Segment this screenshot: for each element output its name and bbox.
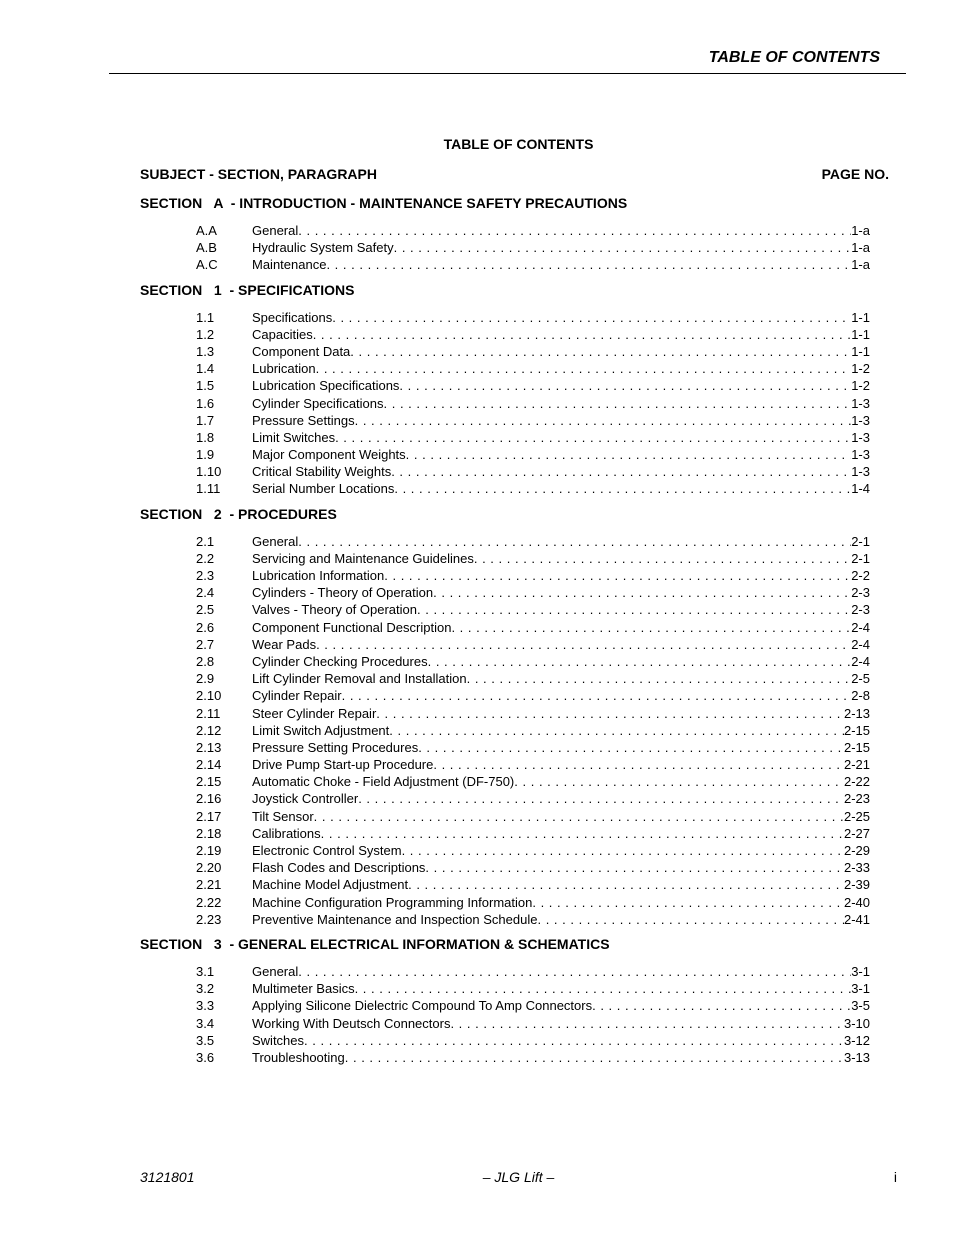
dot-leader (316, 360, 852, 377)
toc-entry-number: 1.11 (196, 481, 221, 497)
toc-entry-list (140, 222, 870, 274)
dot-leader (408, 876, 844, 893)
toc-entry-page: 2-27 (843, 825, 870, 841)
dot-leader (304, 1032, 844, 1049)
dot-leader (425, 859, 844, 876)
toc-entry[interactable] (140, 705, 870, 722)
dot-leader (417, 601, 851, 618)
dot-leader (313, 326, 852, 343)
dot-leader (467, 670, 852, 687)
toc-entry-page: 1-1 (851, 343, 870, 359)
toc-entry-title: Multimeter Basics (252, 981, 355, 997)
running-header-title: TABLE OF CONTENTS (708, 49, 880, 66)
toc-entry-title: Electronic Control System (252, 843, 402, 858)
toc-entry-title: Serial Number Locations (252, 481, 395, 497)
toc-entry-page: 2-25 (843, 808, 870, 824)
document-title: TABLE OF CONTENTS (443, 136, 594, 152)
dot-leader (335, 429, 851, 446)
toc-entry[interactable] (140, 756, 870, 773)
toc-entry-number: 3.5 (196, 1032, 215, 1048)
toc-entry-title: Component Data (252, 343, 351, 359)
toc-entry-page: 1-3 (851, 429, 870, 445)
toc-entry[interactable] (140, 395, 870, 412)
header-rule (109, 73, 906, 74)
toc-entry-number: 3.3 (196, 998, 215, 1014)
dot-leader (332, 309, 851, 326)
toc-entry[interactable] (140, 601, 870, 618)
toc-entry-number: A.B (196, 240, 217, 256)
toc-entry-page: 2-8 (851, 688, 870, 704)
toc-entry-title: Maintenance (252, 257, 327, 273)
toc-entry[interactable] (140, 980, 870, 997)
toc-entry-title: Lubrication Information (252, 568, 385, 583)
toc-entry-title: Tilt Sensor (252, 808, 314, 824)
dot-leader (394, 239, 852, 256)
dot-leader (474, 550, 851, 567)
dot-leader (358, 790, 844, 807)
toc-entry[interactable] (140, 480, 870, 497)
toc-entry-title: Wear Pads (252, 636, 317, 652)
toc-entry-title: Lubrication (252, 361, 316, 377)
toc-entry-number: 1.4 (196, 361, 215, 377)
toc-entry-title: Servicing and Maintenance Guidelines (252, 550, 474, 566)
toc-entry-page: 2-15 (843, 739, 870, 755)
toc-entry[interactable] (140, 550, 870, 567)
toc-entry-number: 1.8 (196, 429, 215, 445)
toc-entry[interactable] (140, 239, 870, 256)
toc-entry-number: 2.9 (196, 671, 215, 687)
toc-entry-page: 2-4 (851, 636, 870, 652)
toc-entry[interactable] (140, 808, 870, 825)
toc-entry-number: 2.6 (196, 619, 215, 635)
toc-entry-number: 3.6 (196, 1049, 215, 1065)
toc-entry[interactable] (140, 670, 870, 687)
toc-entry-page: 2-21 (843, 757, 870, 773)
toc-entry-number: 2.2 (196, 550, 215, 566)
toc-entry-page: 3-12 (843, 1032, 870, 1048)
toc-entry-page: 2-33 (843, 860, 870, 876)
section-heading: SECTION A - INTRODUCTION - MAINTENANCE SAFETY PRECAUTIONS (140, 195, 628, 211)
toc-entry-title: Specifications (252, 309, 333, 325)
toc-entry-page: 2-40 (843, 894, 870, 910)
toc-entry-title: Limit Switches (252, 429, 336, 445)
dot-leader (316, 636, 851, 653)
toc-entry-page: 1-3 (851, 395, 870, 411)
toc-entry-title: Critical Stability Weights (252, 464, 392, 480)
section-heading: SECTION 1 - SPECIFICATIONS (140, 281, 355, 298)
dot-leader (345, 1049, 844, 1066)
toc-entry-page: 2-13 (843, 705, 870, 721)
toc-entry-title: Cylinder Repair (252, 688, 342, 704)
page-number: i (893, 1169, 897, 1185)
toc-entry-number: 2.17 (196, 808, 222, 824)
toc-entry[interactable] (140, 722, 870, 739)
dot-leader (402, 842, 844, 859)
toc-entry-title: Automatic Choke - Field Adjustment (DF-750) (252, 774, 515, 790)
dot-leader (355, 412, 852, 429)
toc-entry[interactable] (140, 636, 870, 653)
toc-entry-page: 2-22 (843, 774, 870, 790)
toc-entry-page: 3-1 (851, 963, 870, 979)
toc-sections (140, 195, 870, 1074)
toc-entry[interactable] (140, 963, 870, 980)
dot-leader (314, 808, 844, 825)
dot-leader (592, 997, 851, 1014)
dot-leader (450, 1015, 844, 1032)
toc-entry[interactable] (140, 619, 870, 636)
toc-entry[interactable] (140, 256, 870, 273)
dot-leader (298, 533, 851, 550)
dot-leader (394, 480, 851, 497)
toc-entry[interactable] (140, 1032, 870, 1049)
toc-entry-title: Lift Cylinder Removal and Installation (252, 671, 467, 687)
subject-column-heading: SUBJECT - SECTION, PARAGRAPH (140, 166, 377, 182)
toc-entry[interactable] (140, 446, 870, 463)
toc-entry[interactable] (140, 412, 870, 429)
toc-entry[interactable] (140, 687, 870, 704)
toc-entry-title: Pressure Settings (252, 412, 355, 428)
toc-entry-number: 2.4 (196, 585, 215, 601)
toc-entry-number: 2.5 (196, 602, 215, 618)
toc-entry[interactable] (140, 653, 870, 670)
toc-entry[interactable] (140, 859, 870, 876)
dot-leader (376, 705, 844, 722)
toc-entry-number: 2.19 (196, 843, 222, 858)
document-number: 3121801 (140, 1169, 195, 1185)
toc-entry-page: 2-23 (843, 791, 870, 807)
toc-entry-page: 2-15 (843, 722, 870, 738)
toc-entry-number: 2.10 (196, 688, 222, 704)
toc-entry[interactable] (140, 825, 870, 842)
toc-entry-page: 1-4 (851, 481, 870, 497)
toc-entry-page: 1-3 (851, 447, 870, 463)
toc-entry[interactable] (140, 533, 870, 550)
toc-entry-number: A.C (196, 257, 218, 273)
dot-leader (355, 980, 852, 997)
toc-entry-title: Cylinder Specifications (252, 395, 384, 411)
toc-entry-title: Lubrication Specifications (252, 378, 400, 394)
toc-entry-number: 1.2 (196, 326, 215, 342)
toc-entry[interactable] (140, 894, 870, 911)
toc-entry-number: 2.12 (196, 722, 222, 738)
toc-entry-title: Working With Deutsch Connectors (252, 1015, 451, 1031)
toc-entry-title: General (252, 963, 299, 979)
dot-leader (391, 463, 851, 480)
toc-entry[interactable] (140, 997, 870, 1014)
toc-entry-title: General (252, 223, 299, 238)
toc-entry-page: 1-a (851, 240, 870, 256)
dot-leader (326, 256, 851, 273)
toc-entry[interactable] (140, 377, 870, 394)
toc-entry-list (140, 533, 870, 928)
dot-leader (384, 567, 851, 584)
toc-entry-title: Valves - Theory of Operation (252, 602, 417, 618)
toc-entry-number: 2.22 (196, 894, 222, 910)
toc-entry[interactable] (140, 326, 870, 343)
dot-leader (384, 395, 852, 412)
toc-entry-list (140, 309, 870, 498)
dot-leader (532, 894, 844, 911)
dot-leader (433, 584, 851, 601)
toc-entry-number: 2.13 (196, 739, 222, 755)
dot-leader (342, 687, 852, 704)
toc-entry-page: 2-4 (851, 653, 870, 669)
toc-entry[interactable] (140, 1049, 870, 1066)
toc-entry-page: 3-1 (851, 981, 870, 997)
toc-entry-page: 2-29 (843, 843, 870, 858)
toc-entry-title: Capacities (252, 326, 313, 342)
toc-entry-page: 2-5 (851, 671, 870, 687)
toc-entry-number: 3.2 (196, 981, 215, 997)
toc-entry-page: 3-5 (851, 998, 870, 1014)
dot-leader (451, 619, 851, 636)
toc-entry-number: 2.21 (196, 877, 222, 893)
toc-entry-page: 1-3 (851, 412, 870, 428)
toc-entry[interactable] (140, 911, 870, 928)
toc-entry-number: 2.14 (196, 757, 222, 773)
toc-entry-page: 2-2 (851, 568, 870, 583)
toc-entry-number: A.A (196, 223, 217, 238)
toc-entry[interactable] (140, 876, 870, 893)
toc-entry-page: 2-41 (843, 911, 870, 927)
toc-entry[interactable] (140, 584, 870, 601)
toc-entry-title: Applying Silicone Dielectric Compound To Amp Connectors (252, 998, 593, 1014)
toc-entry-number: 1.9 (196, 447, 215, 463)
toc-entry-page: 2-3 (851, 585, 870, 601)
toc-entry[interactable] (140, 463, 870, 480)
toc-entry-page: 3-10 (843, 1015, 870, 1031)
toc-entry-number: 2.3 (196, 568, 215, 583)
toc-entry-number: 2.11 (196, 705, 221, 721)
toc-entry-title: Machine Model Adjustment (252, 877, 409, 893)
dot-leader (428, 653, 852, 670)
toc-entry-title: Cylinder Checking Procedures (252, 653, 428, 669)
toc-entry[interactable] (140, 222, 870, 239)
dot-leader (298, 222, 851, 239)
toc-entry[interactable] (140, 309, 870, 326)
dot-leader (537, 911, 844, 928)
toc-entry-page: 1-a (851, 223, 870, 238)
toc-entry-number: 2.20 (196, 860, 222, 876)
toc-entry-number: 3.4 (196, 1015, 215, 1031)
toc-entry-page: 1-2 (851, 378, 870, 394)
footer-brand: – JLG Lift – (482, 1169, 555, 1185)
toc-entry-number: 1.6 (196, 395, 215, 411)
toc-entry[interactable] (140, 773, 870, 790)
toc-entry[interactable] (140, 790, 870, 807)
toc-entry-title: Flash Codes and Descriptions (252, 860, 426, 876)
section-heading: SECTION 3 - GENERAL ELECTRICAL INFORMATION & SCHEMATICS (140, 935, 610, 952)
toc-entry-page: 1-3 (851, 464, 870, 480)
dot-leader (406, 446, 852, 463)
dot-leader (389, 722, 844, 739)
toc-entry-page: 2-4 (851, 619, 870, 635)
toc-entry-number: 2.18 (196, 825, 222, 841)
toc-entry-number: 2.15 (196, 774, 222, 790)
dot-leader (433, 756, 844, 773)
dot-leader (418, 739, 844, 756)
dot-leader (321, 825, 844, 842)
toc-entry-title: Limit Switch Adjustment (252, 722, 390, 738)
toc-entry-title: Joystick Controller (252, 791, 359, 807)
toc-entry-page: 1-a (851, 257, 870, 273)
toc-entry-page: 1-1 (851, 309, 870, 325)
toc-entry-title: Drive Pump Start-up Procedure (252, 757, 434, 773)
toc-entry[interactable] (140, 739, 870, 756)
toc-entry-number: 2.1 (196, 533, 215, 549)
toc-entry-page: 2-3 (851, 602, 870, 618)
dot-leader (298, 963, 851, 980)
toc-entry-page: 1-2 (851, 361, 870, 377)
toc-entry-page: 2-39 (843, 877, 870, 893)
toc-entry-title: Major Component Weights (252, 447, 406, 463)
toc-entry-page: 2-1 (851, 550, 870, 566)
toc-entry-title: Cylinders - Theory of Operation (252, 585, 434, 601)
toc-entry-page: 3-13 (843, 1049, 870, 1065)
dot-leader (514, 773, 844, 790)
toc-entry-title: Machine Configuration Programming Information (252, 894, 533, 910)
toc-entry-number: 2.23 (196, 911, 222, 927)
toc-entry-title: Calibrations (252, 825, 321, 841)
toc-entry[interactable] (140, 360, 870, 377)
toc-entry-list (140, 963, 870, 1066)
section-heading: SECTION 2 - PROCEDURES (140, 505, 337, 522)
toc-entry-number: 1.3 (196, 343, 215, 359)
toc-entry-number: 1.1 (196, 309, 215, 325)
toc-entry-number: 1.10 (196, 464, 222, 480)
toc-entry[interactable] (140, 1015, 870, 1032)
toc-entry-number: 3.1 (196, 963, 215, 979)
toc-entry-title: Component Functional Description (252, 619, 452, 635)
toc-entry-title: Troubleshooting (252, 1049, 345, 1065)
toc-entry[interactable] (140, 842, 870, 859)
toc-entry-title: Switches (252, 1032, 305, 1048)
toc-entry-title: Pressure Setting Procedures (252, 739, 419, 755)
toc-entry-title: Steer Cylinder Repair (252, 705, 377, 721)
dot-leader (350, 343, 851, 360)
toc-entry-number: 1.7 (196, 412, 215, 428)
toc-entry-number: 2.8 (196, 653, 215, 669)
toc-entry-title: General (252, 533, 299, 549)
toc-entry-page: 2-1 (851, 533, 870, 549)
toc-entry-page: 1-1 (851, 326, 870, 342)
toc-entry-number: 2.16 (196, 791, 222, 807)
dot-leader (399, 377, 851, 394)
toc-entry[interactable] (140, 567, 870, 584)
toc-entry-title: Hydraulic System Safety (252, 240, 394, 256)
page-number-column-heading: PAGE NO. (821, 166, 889, 182)
toc-entry[interactable] (140, 429, 870, 446)
toc-entry-title: Preventive Maintenance and Inspection Schedule (252, 911, 538, 927)
toc-entry-number: 2.7 (196, 636, 215, 652)
toc-entry-number: 1.5 (196, 378, 215, 394)
toc-entry[interactable] (140, 343, 870, 360)
